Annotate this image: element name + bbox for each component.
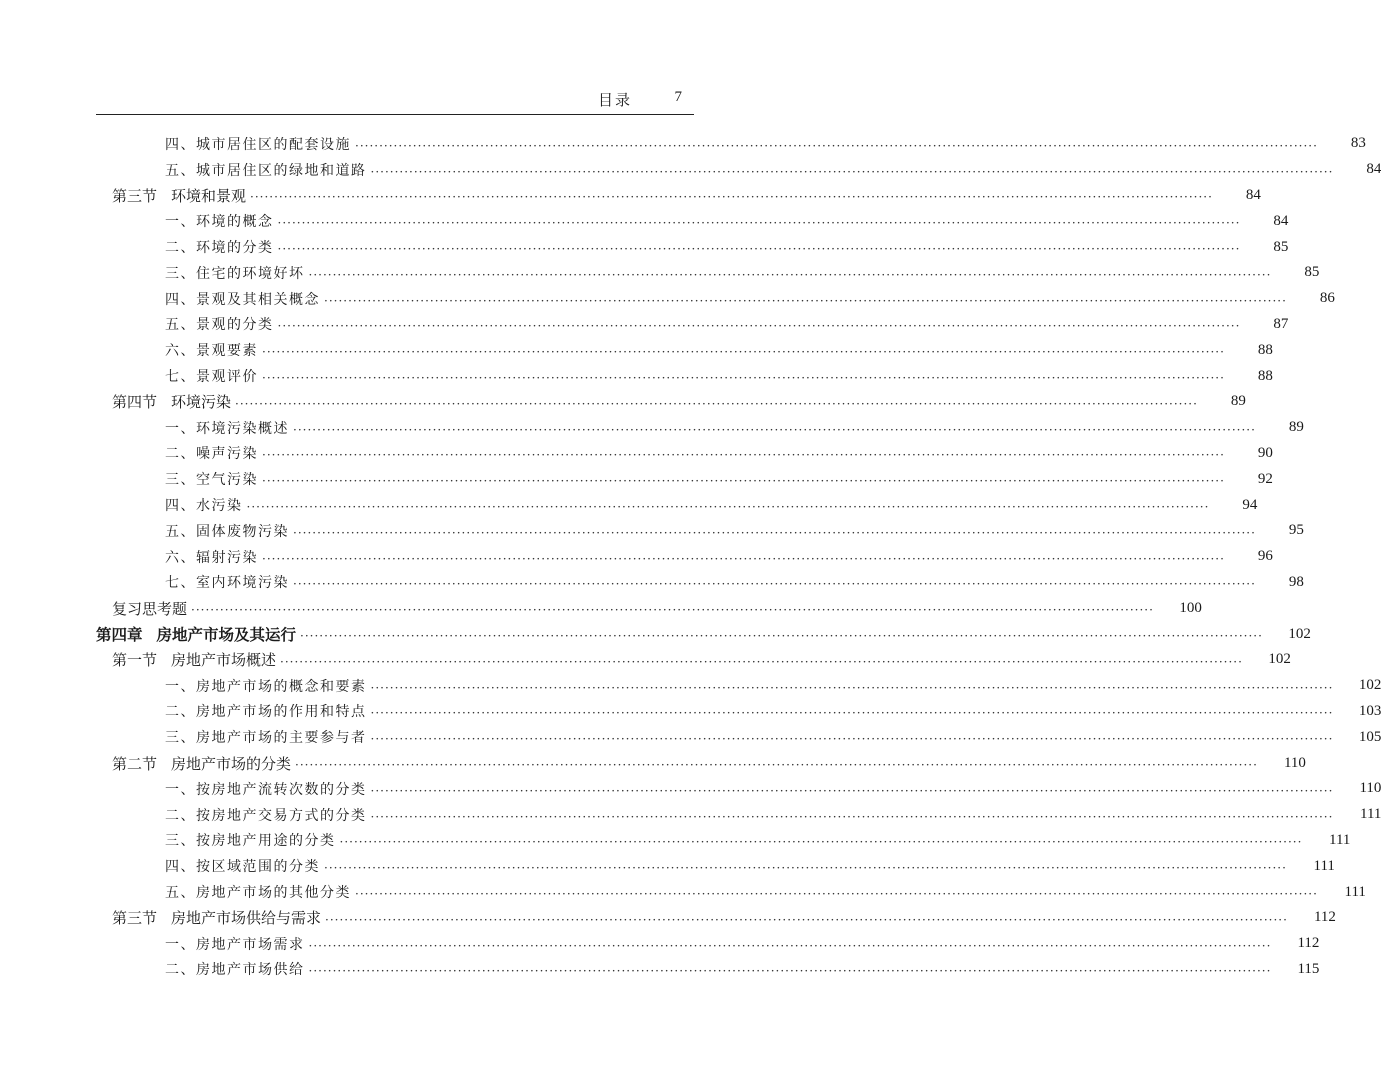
dot-leader: ········································································································································································································ [293,422,1256,437]
toc-entry-page: 102 [1268,651,1291,668]
toc-entry-title [0,623,300,645]
toc-entry [0,957,1320,983]
toc-entry-page: 85 [1273,238,1289,255]
toc-entry-title [0,753,295,774]
toc-entry-label: 房地产市场概述 [171,651,277,670]
toc-entry-title: 七、室内环境污染 [165,575,289,592]
toc-entry-title: 三、空气污染 [165,472,258,489]
dot-leader: ········································································································································································································ [293,577,1256,592]
dot-leader: ········································································································································································································ [300,629,1263,644]
dot-leader: ········································································································································································································ [277,242,1241,257]
toc-entry-title: 一、环境污染概述 [165,420,289,437]
dot-leader: ········································································································································································································ [308,964,1272,979]
toc-entry-title: 二、环境的分类 [165,240,274,257]
toc-entry [0,415,1304,441]
toc-entry [0,466,1273,492]
toc-entry-page: 115 [1297,960,1320,977]
dot-leader: ········································································································································································································ [370,809,1334,824]
toc-entry-label: 环境和景观 [171,186,247,205]
toc-entry [0,157,1381,183]
toc-entry-page: 103 [1358,702,1381,719]
dot-leader: ········································································································································································································ [191,603,1154,618]
toc-entry-title: 五、城市居住区的绿地和道路 [165,162,367,179]
toc-entry-number: 第三节 [112,909,158,928]
toc-entry [0,595,1202,621]
toc-entry-number: 第二节 [112,754,158,773]
dot-leader: ········································································································································································································ [293,525,1256,540]
toc-entry-title: 六、辐射污染 [165,549,258,566]
toc-entry-title [0,391,235,412]
toc-entry-page: 85 [1304,264,1320,281]
toc-entry [0,363,1273,389]
toc-entry [0,750,1306,776]
toc-entry-title: 五、景观的分类 [165,317,274,334]
toc-entry [0,647,1291,673]
toc-entry-page: 95 [1288,522,1304,539]
toc-entry [0,879,1366,905]
toc-entry [0,724,1381,750]
dot-leader: ········································································································································································································ [370,732,1334,747]
toc-entry-page: 90 [1257,444,1273,461]
toc-entry [0,131,1366,157]
toc-entry-title: 二、房地产市场供给 [165,962,305,979]
toc-entry-page: 92 [1257,470,1273,487]
dot-leader: ········································································································································································································ [262,551,1225,566]
toc-entry-page: 105 [1358,728,1381,745]
toc-entry [0,234,1289,260]
toc-entry-page: 112 [1297,935,1320,952]
dot-leader: ········································································································································································································ [324,293,1287,308]
toc-entry-title [0,907,325,928]
toc-entry-page: 89 [1288,419,1304,436]
toc-entry [0,905,1336,931]
toc-entry [0,183,1261,209]
toc-entry-page: 111 [1313,857,1335,874]
toc-entry-page: 84 [1366,161,1381,178]
dot-leader: ········································································································································································································ [339,835,1303,850]
toc-entry [0,389,1246,415]
toc-entry-title: 一、环境的概念 [165,214,274,231]
toc-entry [0,286,1335,312]
toc-entry-title [0,185,250,206]
toc-entry-label: 环境污染 [171,393,232,412]
toc-entry-title: 四、城市居住区的配套设施 [165,136,351,153]
toc-entry [0,853,1335,879]
toc-entry [0,699,1381,725]
toc-entry-label: 房地产市场的分类 [171,754,292,773]
toc-entry-number: 第四章 [96,625,143,645]
dot-leader: ········································································································································································································ [262,345,1225,360]
dot-leader: ········································································································································································································ [280,654,1243,669]
dot-leader: ········································································································································································································ [308,938,1272,953]
dot-leader: ········································································································································································································ [262,474,1225,489]
toc-entry [0,621,1311,647]
toc-entry-number: 第四节 [112,393,158,412]
toc-entry-title: 三、住宅的环境好坏 [165,265,305,282]
dot-leader: ········································································································································································································ [250,190,1213,205]
toc-entry-label: 房地产市场供给与需求 [171,909,322,928]
toc-entry-title: 二、噪声污染 [165,446,258,463]
toc-entry-title: 复习思考题 [112,599,188,618]
toc-entry-title: 五、固体废物污染 [165,523,289,540]
dot-leader: ········································································································································································································ [277,319,1241,334]
toc-entry-page: 111 [1360,806,1381,823]
toc-entry-page: 84 [1245,186,1261,203]
toc-entry-page: 88 [1257,367,1273,384]
toc-entry-title: 一、房地产市场的概念和要素 [165,678,367,695]
toc-entry-page: 96 [1257,548,1273,565]
dot-leader: ········································································································································································································ [324,861,1287,876]
toc-entry [0,441,1273,467]
toc-entry-page: 112 [1313,909,1336,926]
toc-entry-title: 三、按房地产用途的分类 [165,833,336,850]
dot-leader: ········································································································································································································ [246,500,1210,515]
dot-leader: ········································································································································································································ [355,138,1318,153]
dot-leader: ········································································································································································································ [355,887,1318,901]
toc-entry-title: 四、按区域范围的分类 [165,859,320,876]
toc-entry-title: 四、景观及其相关概念 [165,291,320,308]
toc-entry-page: 83 [1350,135,1366,152]
toc-entry [0,802,1381,828]
toc-entry [0,518,1304,544]
toc-entry-page: 110 [1283,754,1306,771]
toc-entry [0,260,1320,286]
toc-entry-page: 86 [1319,290,1335,307]
toc-entry [0,208,1289,234]
toc-entry-page: 102 [1288,625,1311,642]
dot-leader: ········································································································································································································ [235,396,1198,411]
dot-leader: ········································································································································································································ [370,164,1334,179]
toc-entry-title: 一、按房地产流转次数的分类 [165,781,367,798]
dot-leader: ········································································································································································································ [370,680,1334,695]
dot-leader: ········································································································································································································ [262,448,1225,463]
toc-entry-page: 88 [1257,341,1273,358]
toc-entry-title: 二、按房地产交易方式的分类 [165,807,367,824]
header-page-number: 7 [674,89,682,105]
dot-leader: ········································································································································································································ [370,706,1334,721]
toc-entry-page: 89 [1230,393,1246,410]
toc-entry-page: 102 [1358,677,1381,694]
dot-leader: ········································································································································································································ [295,758,1258,773]
toc-entry-number: 第一节 [112,651,158,670]
toc-entry-title: 一、房地产市场需求 [165,936,305,953]
toc-entry-page: 110 [1359,780,1381,797]
toc-entry-page: 98 [1288,573,1304,590]
toc-entry-page: 111 [1344,883,1366,900]
toc-entry-title: 七、景观评价 [165,369,258,386]
toc-entry [0,312,1289,338]
header-title: 目录 [597,91,632,109]
dot-leader: ········································································································································································································ [262,371,1225,386]
toc-entry-page: 100 [1179,599,1202,616]
toc-entry [0,776,1381,802]
toc-entry-label: 房地产市场及其运行 [156,625,297,645]
toc-entry-number: 第三节 [112,186,158,205]
toc-entry [0,828,1351,854]
toc-entry-title: 四、水污染 [165,498,243,515]
toc-entry [0,673,1381,699]
toc-entry [0,544,1273,570]
toc-entry-page: 87 [1273,315,1289,332]
dot-leader: ········································································································································································································ [325,912,1288,927]
toc-entry-title: 六、景观要素 [165,343,258,360]
toc-entry-page: 94 [1242,496,1258,513]
table-of-contents [0,131,1381,982]
running-header [96,88,694,115]
toc-entry [0,570,1304,596]
toc-entry-title: 二、房地产市场的作用和特点 [165,704,367,721]
toc-entry-page: 111 [1329,831,1351,848]
toc-entry [0,931,1320,957]
toc-entry-title: 三、房地产市场的主要参与者 [165,730,367,747]
toc-entry-page: 84 [1273,212,1289,229]
dot-leader: ········································································································································································································ [370,783,1334,798]
toc-entry [0,337,1273,363]
toc-entry-title: 五、房地产市场的其他分类 [165,885,351,901]
dot-leader: ········································································································································································································ [308,267,1272,282]
toc-entry [0,492,1258,518]
dot-leader: ········································································································································································································ [277,216,1241,231]
toc-entry-title [0,649,280,670]
